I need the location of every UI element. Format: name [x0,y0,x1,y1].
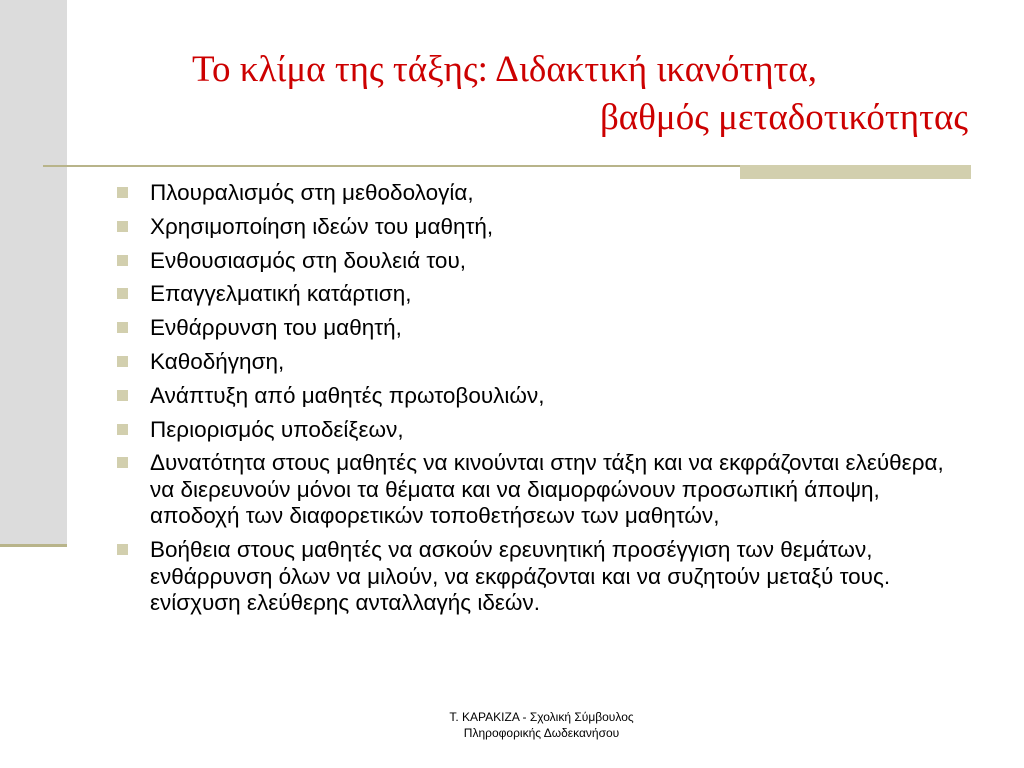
bullet-text: Καθοδήγηση, [150,348,285,374]
title-divider-accent [740,165,971,179]
bullet-text: Ενθουσιασμός στη δουλειά του, [150,247,466,273]
square-bullet-icon [117,390,128,401]
square-bullet-icon [117,288,128,299]
bullet-text: Πλουραλισμός στη μεθοδολογία, [150,180,474,205]
bullet-item [112,214,972,241]
bullet-text: Περιορισμός υποδείξεων, [150,416,404,442]
square-bullet-icon [117,322,128,333]
bullet-text: Ενθάρρυνση του μαθητή, [150,315,402,341]
bullet-item [112,248,972,275]
footer-author: Τ. ΚΑΡΑΚΙΖΑ - Σχολική Σύμβουλος [449,710,634,724]
square-bullet-icon [117,356,128,367]
bullet-item [112,281,972,308]
side-band-underline [0,544,67,547]
bullet-item [112,315,972,342]
bullet-text: Ανάπτυξη από μαθητές πρωτοβουλιών, [150,382,545,408]
bullet-item [112,450,972,530]
slide-footer [400,709,683,741]
bullet-item [112,180,972,207]
slide-title [120,46,968,142]
bullet-item [112,417,972,444]
side-band-decoration [0,0,67,547]
slide-title-line-2: βαθμός μεταδοτικότητας [599,97,968,138]
bullet-text: Βοήθεια στους μαθητές να ασκούν ερευνητική προσέγγιση των θεμάτων, ενθάρρυνση όλων να μιλούν, να εκφράζονται και να συζητούν μεταξύ τους. ενίσχυση ελεύθερης ανταλλαγής ιδεών. [150,537,891,616]
square-bullet-icon [117,187,128,198]
bullet-item [112,383,972,410]
bullet-text: Χρησιμοποίηση ιδεών του μαθητή, [150,213,494,239]
square-bullet-icon [117,457,128,468]
bullet-text: Επαγγελματική κατάρτιση, [150,281,412,307]
bullet-text: Δυνατότητα στους μαθητές να κινούνται στην τάξη και να εκφράζονται ελεύθερα, να διερευνούν μόνοι τα θέματα και να διαμορφώνουν προσωπική άποψη, αποδοχή των διαφορετικών τοποθετήσεων των μαθητών, [150,450,944,529]
footer-affiliation: Πληροφορικής Δωδεκανήσου [463,726,620,740]
bullet-list [112,180,972,624]
square-bullet-icon [117,221,128,232]
slide-title-line-1: Το κλίμα της τάξης: Διδακτική ικανότητα, [192,49,818,90]
square-bullet-icon [117,255,128,266]
square-bullet-icon [117,424,128,435]
bullet-item [112,349,972,376]
square-bullet-icon [117,544,128,555]
bullet-item [112,537,972,617]
